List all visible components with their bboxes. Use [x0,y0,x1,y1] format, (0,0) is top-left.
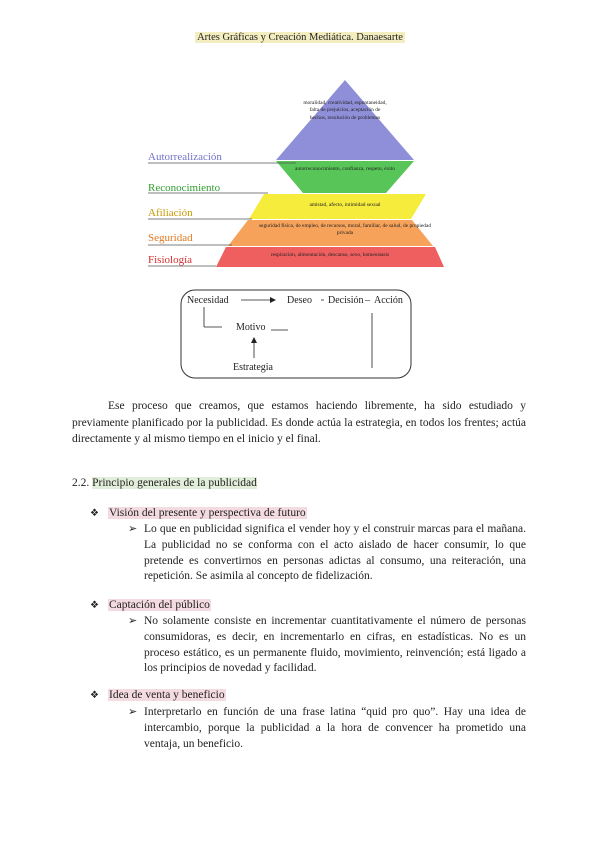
body-paragraph: Ese proceso que creamos, que estamos haciendo libremente, ha sido estudiado y previamente planificado por la publicidad. Es donde actúa la estrategia, en todos los frentes; actúa directamente y al mismo tiempo en el inicio y el final. [72,400,526,445]
bullet-text: Lo que en publicidad significa el vender hoy y el construir marcas para el mañana. La publicidad no se conforma con el acto aislado de hacer consumir, lo que pretende es convertirnos en personas adictas al consumo, una reiteración, una repetición. Se asimila al concepto de fidelización. [144,523,526,583]
arrowhead-bullet-icon: ➢ [128,523,138,535]
section-title: Principio generales de la publicidad [92,477,257,489]
diagram-dash: – [365,295,370,306]
arrowhead-bullet-icon: ➢ [128,615,138,627]
bullet-title: Captación del público [109,599,210,611]
diagram-decision: Decisión [328,295,364,306]
diamond-bullet-icon: ❖ [90,600,99,611]
bullet-body [128,705,526,752]
pyramid-label-seguridad: Seguridad [148,232,193,244]
pyramid-label-afiliacion: Afiliación [148,207,193,219]
diamond-bullet-icon: ❖ [90,690,99,701]
arrowhead-bullet-icon: ➢ [128,706,138,718]
bullet-title: Visión del presente y perspectiva de futuro [109,507,306,519]
bullet-title: Idea de venta y beneficio [109,689,225,701]
bullet-heading [90,507,307,519]
bullet-heading [90,689,226,701]
pyramid-text-reconocimiento: autorreconocimiento, confianza, respeto, éxito [295,166,395,172]
bullet-body [128,522,526,585]
diamond-bullet-icon: ❖ [90,508,99,519]
diagram-motivo: Motivo [236,322,266,333]
bullet-text: No solamente consiste en incrementar cuantitativamente el número de personas consumidoras, es decir, en incrementarlo en cifras, en estadísticas. No es un proceso estático, es un permanente fluido, movimiento, reinvención; está ligado a los principios de novedad y facilidad. [144,615,526,675]
pyramid-figure [0,0,600,400]
diagram-estrategia: Estrategia [233,362,273,373]
section-heading [72,477,257,489]
pyramid-label-reconocimiento: Reconocimiento [148,182,221,194]
header-title: Artes Gráficas y Creación Mediática. Danaesarte [197,32,403,43]
pyramid-label-fisiologia: Fisiología [148,254,193,266]
bullet-body [128,614,526,677]
pyramid-label-autorrealizacion: Autorrealización [148,151,222,163]
diagram-accion: Acción [374,295,403,306]
bullet-heading [90,599,211,611]
pyramid-text-afiliacion: amistad, afecto, intimidad sexual [309,202,381,208]
pyramid-text-seguridad: seguridad física, de empleo, de recursos, moral, familiar, de salud, de propiedad privada [258,223,432,237]
arrow-head [270,297,276,303]
pyramid-text-fisiologia: respiración, alimentación, descanso, sexo, homeostasis [270,252,390,258]
bullet-text: Interpretarlo en función de una frase latina “quid pro quo”. Hay una idea de intercambio, porque la publicidad a la hora de convencer ha prometido una ventaja, un beneficio. [144,706,526,750]
section-number: 2.2. [72,477,90,489]
pyramid-text-autorrealizacion: moralidad, creatividad, espontaneidad, falta de prejuicios, aceptación de hechos, resolución de problemas [303,100,387,121]
diagram-deseo: Deseo [287,295,312,306]
arrow-head [251,337,257,343]
diagram-necesidad: Necesidad [187,295,229,306]
